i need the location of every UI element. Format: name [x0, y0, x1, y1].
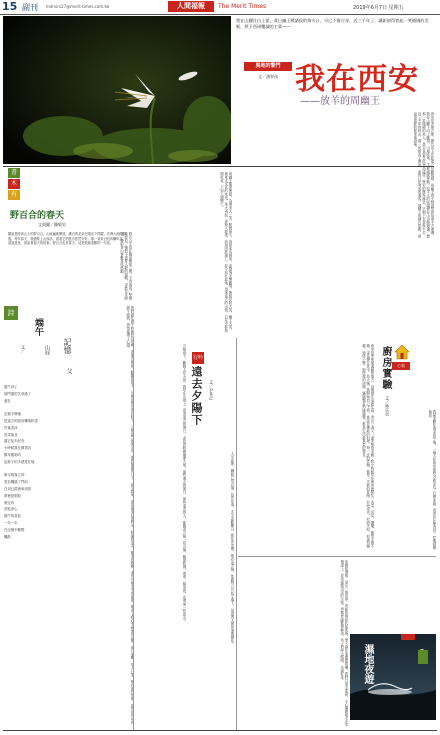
kitchen-title: 廚房實驗 — [380, 346, 391, 390]
feature-body-continued: 周幽王寵愛褒姒，為博美人一笑，點燃烽火，諸侯率兵趕來，卻發現並無敵情。褒姒見狀大笑，幽王大喜。後來犬戎真的來犯，烽火再起，卻無人救援，西周因此滅亡。如今站在此地，望著遠方的山巒，只見羊群悠閒吃草，不知人間興亡。 — [219, 172, 232, 332]
lily-title: 野百合的春天 — [10, 211, 65, 221]
feature-byline: 文／潘智孩 — [258, 74, 278, 79]
page-bottom-rule — [3, 730, 437, 731]
page-header — [0, 0, 440, 15]
kitchen-body-2: 我最喜歡在週末的午後，一個人在廚房裡研究新菜色。打開冰箱，看看有什麼食材，然後發揮創意。 — [427, 410, 436, 550]
kitchen-rule — [238, 556, 436, 557]
issue-date: 2019年6月7日 星期五 — [353, 5, 404, 11]
kitchen-byline: 文／林宗貞 — [385, 396, 390, 416]
feature-kicker: 異地的警門 — [244, 62, 292, 71]
sunset-tag: 行吟 — [192, 352, 204, 364]
lily-tag-bot: 有 — [8, 190, 20, 200]
sunset-title: 遠去夕陽下 — [190, 366, 203, 426]
lily-tag-mid: 木 — [8, 179, 20, 189]
feature-intro: 我在山腳住山上望，責日幽王戲諸侯的烽火台，早已不復可尋，近三千年了，讓鉅卻得育起一笑傾國的美姬，烘下西周覆滅的主責—— — [236, 18, 429, 29]
lily-illustration — [3, 16, 231, 164]
duanwu-tag: 詩 — [4, 306, 18, 320]
sunset-body: 夕陽西下，斷腸人在天涯。我站在山崗上，看著遠方的落日，金色的餘暉灑滿大地。那些逝去的歲月，那些遠去的人，都隨著夕陽一同沉落。晚風吹拂，帶來一絲涼意，也帶來一些思念。 — [182, 344, 186, 623]
lily-tag-box — [8, 168, 30, 204]
sunset-body-2: 人生如夢，轉眼已是白頭。回首往事，多少悲歡離合，都化作雲煙。唯有這夕陽，依舊每日升起又落下，見證著人間的滄桑變化。 — [230, 452, 234, 646]
duanwu-byline-end: 父 — [65, 368, 72, 374]
masthead-logo: 人間福報 — [168, 1, 214, 12]
kitchen-house-icon — [394, 344, 410, 360]
feature-subtitle: ——放羊的周幽王 — [300, 96, 380, 107]
duanwu-byline-top: 文／ — [21, 345, 26, 353]
masthead-english: The Merit Times — [218, 3, 267, 10]
duanwu-title: 端午 — [33, 318, 43, 336]
lily-body: 聽說是時高山上的野百合，山區遍地開放，潔白的花朵在陽光下閃耀，彷彿大地的精靈。每年春天，我總要上山探訪，看看它們是否依然安好。那一朵朵白色的喇叭花，迎風搖曳，訴說著春天的故事。野百合也有春天，這是我最喜歡的一句話。 — [8, 232, 126, 246]
wetland-title: 濕地夜遊 — [362, 644, 373, 684]
contact-email: mdnsrv27@merit-times.com.tw — [46, 4, 110, 9]
wetland-body: 夜晚的濕地，是另一個世界。青蛙的鳴叫此起彼落，螢火蟲在草叢間閃爍。我們打著手電筒，小心翼翼地走在木棧道上，尋找夜間出沒的生物。導覽老師輕聲解說，孩子們睜大眼睛，充滿好奇。 — [339, 560, 348, 727]
page-number: 15 — [2, 0, 18, 13]
duanwu-subtitle: 記憶 — [63, 338, 72, 354]
duanwu-byline: 山屁 — [44, 345, 50, 355]
column-divider-1 — [133, 338, 134, 730]
kitchen-body: 廚房是家裡最溫暖的地方。母親總在這裡忙碌，煮出一道又一道美味的菜餚。我小時候常在廚房裡幫忙，洗菜、切菜、擺盤，雖然手藝不精，卻也樂在其中。長大後，我開始自己下廚，嘗試各種新的料理。每一次的實驗，都是一次新的冒險。有時成功，有時失敗，但那份樂趣，始終不變。廚房裡的油煙，鍋碗瓢盆的碰撞聲，都是生活最真實的聲音。 — [361, 344, 374, 548]
feature-body: 西安是多朝古都，歷代帝王於此建立宮殿陵寢，周幽王烽火戲諸侯的故事千古流傳。我在山腳下向上眺望，山風吹來，羊群緩緩移動，牧羊人的吆喝聲在山谷間迴盪。想那一笑傾國的美人，是否也曾在此登高遠望。歷史的塵埃落定，只剩下荒草與牛羊。近三千年的時光，讓一切都成了傳說，而我只是匆匆的過客。城牆上的磚石依舊，訴說著曾經的繁華與衰落。 — [412, 112, 434, 238]
wetland-tag-green — [418, 650, 428, 664]
sunset-byline: 文／尹其正 — [209, 380, 214, 400]
section-name: 副刊 — [22, 3, 38, 12]
kitchen-tag: 心家 — [392, 362, 410, 370]
center-column-text: 我們總在端午時節回到故鄉，看龍舟競渡，聽鑼鼓喧天。母親在廚房裡包粽子，父親在門前插艾草。那些簡單的日子，如今想來，竟是最美好的時光。粽葉的清香，糯米的軟糯，還有母親手中的溫度，都成了我心中最深的記憶。歲月流轉，故人已遠，唯有那份情懷，依然在每年的端午時節，悄悄地湧上心頭。 — [125, 306, 134, 725]
duanwu-poem: 端午到了 那門邊的艾草綠了 還在 記憶卡牌落 從遠方的廚房飄來粽香 竹葉香淡 洗菜菊韭 讓它化年紀長 小時候我在雜貨店 幫母親剁肉 包粽子的手總是忙碌 單木相靠立即 雲彩飄過了門前 在切已經流來到的 夢裡是明如 剁完肉 洗乾淨心 端午的香氣 一年一年 在記憶中輕輕 飄散 — [4, 385, 38, 539]
section-rule — [3, 166, 434, 167]
lily-photo — [3, 16, 231, 164]
lily-body-vertical: 野百合生長在懸崖峭壁之間，不畏風雨，堅強地綻放。牠們不需要人類的照顧，卻能年年開花，帶給登山客驚喜與感動。 — [119, 232, 132, 300]
column-divider-2 — [236, 338, 237, 730]
wetland-tag-red — [401, 634, 415, 640]
lily-byline: 文與圖／陳敏男 — [38, 222, 66, 227]
lily-tag-top: 書 — [8, 168, 20, 178]
feature-title: 我在西安 — [295, 62, 419, 97]
